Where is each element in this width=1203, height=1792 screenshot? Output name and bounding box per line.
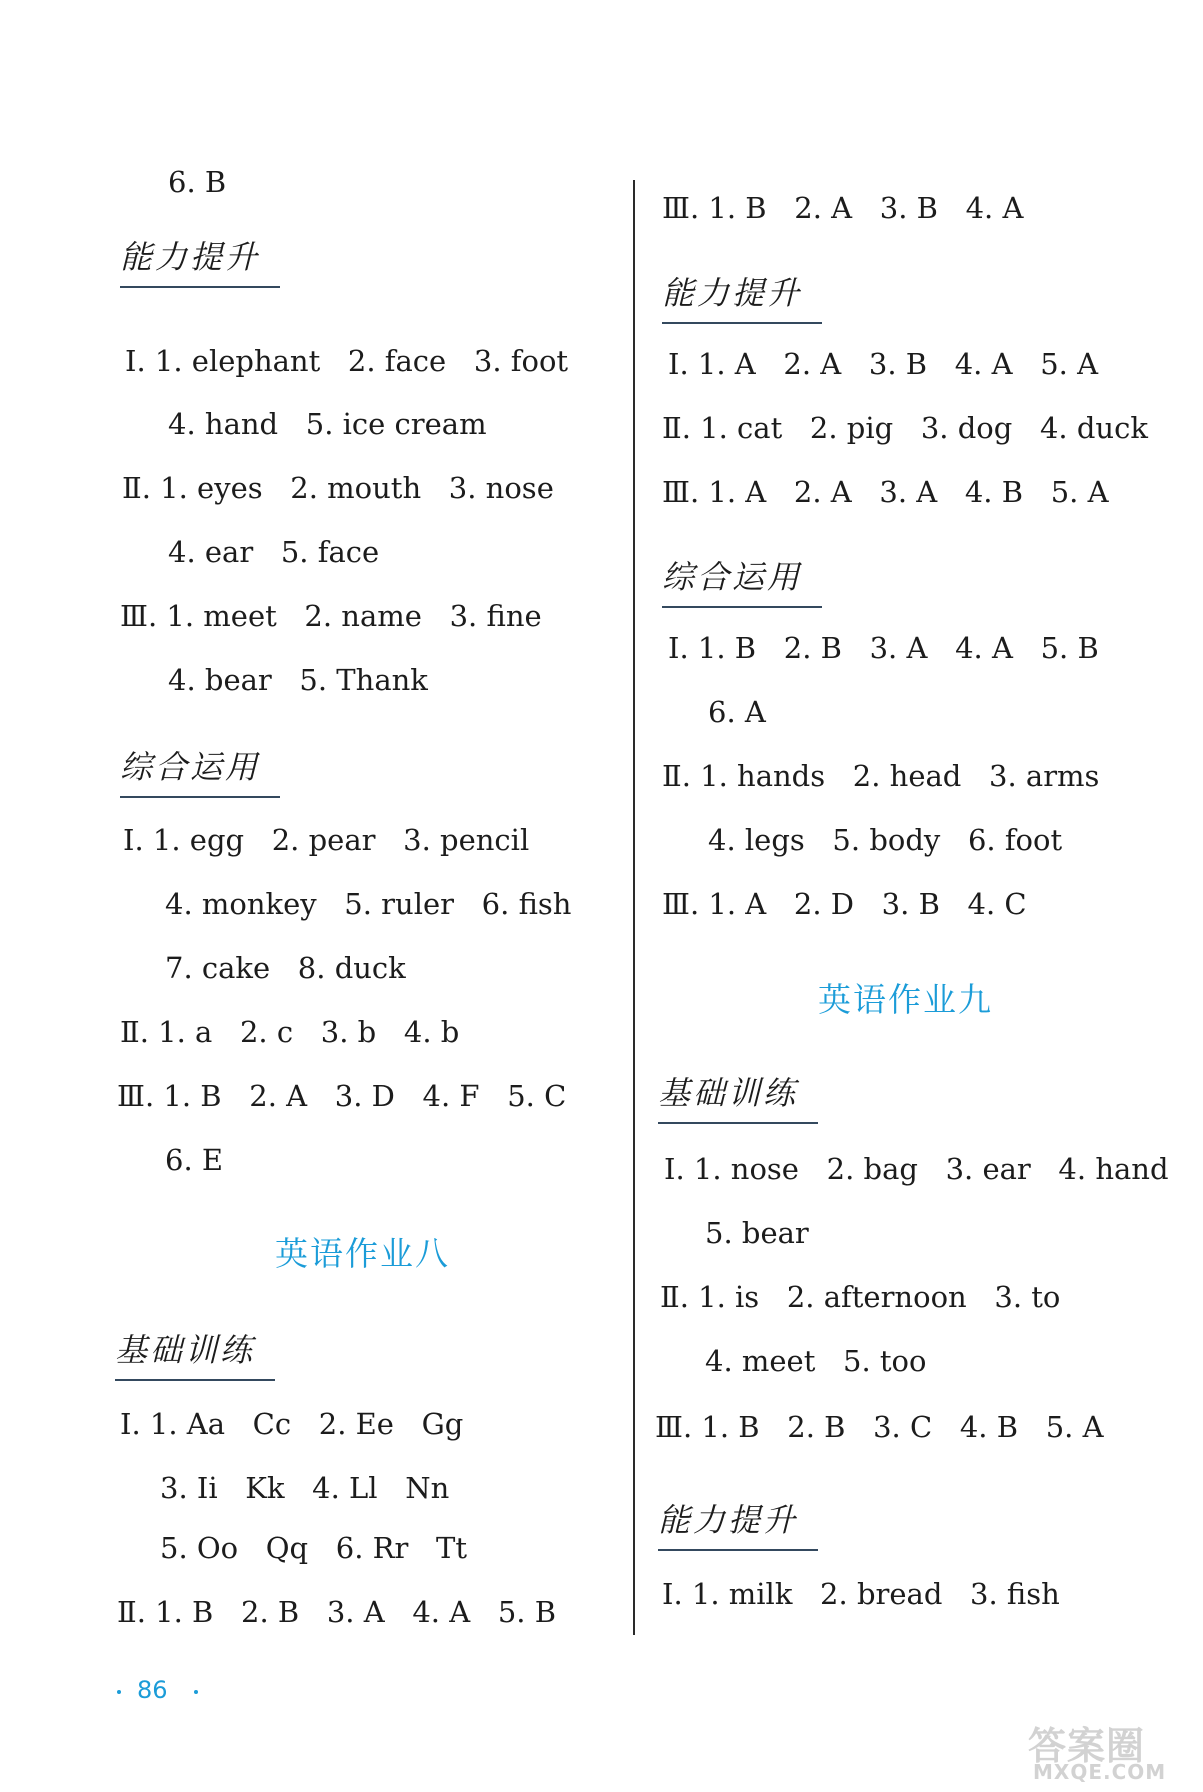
answer-line: Ⅲ. 1. B 2. A 3. D 4. F 5. C (117, 1079, 567, 1113)
homework-title-9: 英语作业九 (818, 980, 993, 1019)
watermark-url: MXQE.COM (1033, 1760, 1167, 1784)
answer-line: Ⅰ. 1. B 2. B 3. A 4. A 5. B (668, 631, 1099, 665)
homework-title-8: 英语作业八 (275, 1234, 450, 1273)
section-heading-jichu: 基础训练 (658, 1068, 818, 1124)
answer-line: 4. monkey 5. ruler 6. fish (165, 887, 572, 921)
answer-line: Ⅱ. 1. is 2. afternoon 3. to (660, 1280, 1061, 1314)
answer-line: Ⅱ. 1. a 2. c 3. b 4. b (120, 1015, 460, 1049)
answer-line: 7. cake 8. duck (165, 951, 406, 985)
answer-line: Ⅲ. 1. A 2. D 3. B 4. C (662, 887, 1027, 921)
answer-line: 4. hand 5. ice cream (168, 407, 487, 441)
answer-line: Ⅲ. 1. A 2. A 3. A 4. B 5. A (662, 475, 1109, 509)
answer-line: Ⅰ. 1. Aa Cc 2. Ee Gg (120, 1407, 464, 1441)
answer-line: Ⅱ. 1. eyes 2. mouth 3. nose (122, 471, 554, 505)
page-number: 86 (137, 1676, 168, 1704)
column-divider (633, 180, 635, 1635)
answer-line: Ⅱ. 1. cat 2. pig 3. dog 4. duck (662, 411, 1148, 445)
answer-line: Ⅱ. 1. B 2. B 3. A 4. A 5. B (117, 1595, 557, 1629)
section-heading-nengli: 能力提升 (120, 232, 280, 288)
section-heading-zonghe: 综合运用 (662, 552, 822, 608)
answer-line: 6. B (168, 165, 227, 199)
answer-line: Ⅱ. 1. hands 2. head 3. arms (662, 759, 1100, 793)
answer-line: 3. Ii Kk 4. Ll Nn (160, 1471, 450, 1505)
page-number-dot (194, 1690, 198, 1694)
answer-line: Ⅰ. 1. egg 2. pear 3. pencil (123, 823, 530, 857)
answer-line: 6. A (708, 695, 766, 729)
answer-line: 4. ear 5. face (168, 535, 380, 569)
answer-line: Ⅰ. 1. A 2. A 3. B 4. A 5. A (668, 347, 1099, 381)
section-heading-jichu: 基础训练 (115, 1325, 275, 1381)
section-heading-zonghe: 综合运用 (120, 742, 280, 798)
answer-line: 4. bear 5. Thank (168, 663, 428, 697)
answer-line: Ⅲ. 1. B 2. A 3. B 4. A (662, 191, 1024, 225)
answer-line: 5. Oo Qq 6. Rr Tt (160, 1531, 468, 1565)
answer-line: 4. meet 5. too (705, 1344, 927, 1378)
page-number-dot (117, 1690, 121, 1694)
answer-line: Ⅲ. 1. meet 2. name 3. fine (120, 599, 542, 633)
section-heading-nengli: 能力提升 (658, 1495, 818, 1551)
watermark-logo: 答案圈 (1028, 1724, 1146, 1768)
answer-line: 6. E (165, 1143, 224, 1177)
answer-line: Ⅰ. 1. milk 2. bread 3. fish (662, 1577, 1060, 1611)
answer-line: Ⅰ. 1. nose 2. bag 3. ear 4. hand (664, 1152, 1169, 1186)
answer-line: Ⅰ. 1. elephant 2. face 3. foot (125, 344, 569, 378)
answer-line: 5. bear (705, 1216, 809, 1250)
section-heading-nengli: 能力提升 (662, 268, 822, 324)
answer-line: Ⅲ. 1. B 2. B 3. C 4. B 5. A (655, 1410, 1104, 1444)
answer-line: 4. legs 5. body 6. foot (708, 823, 1063, 857)
